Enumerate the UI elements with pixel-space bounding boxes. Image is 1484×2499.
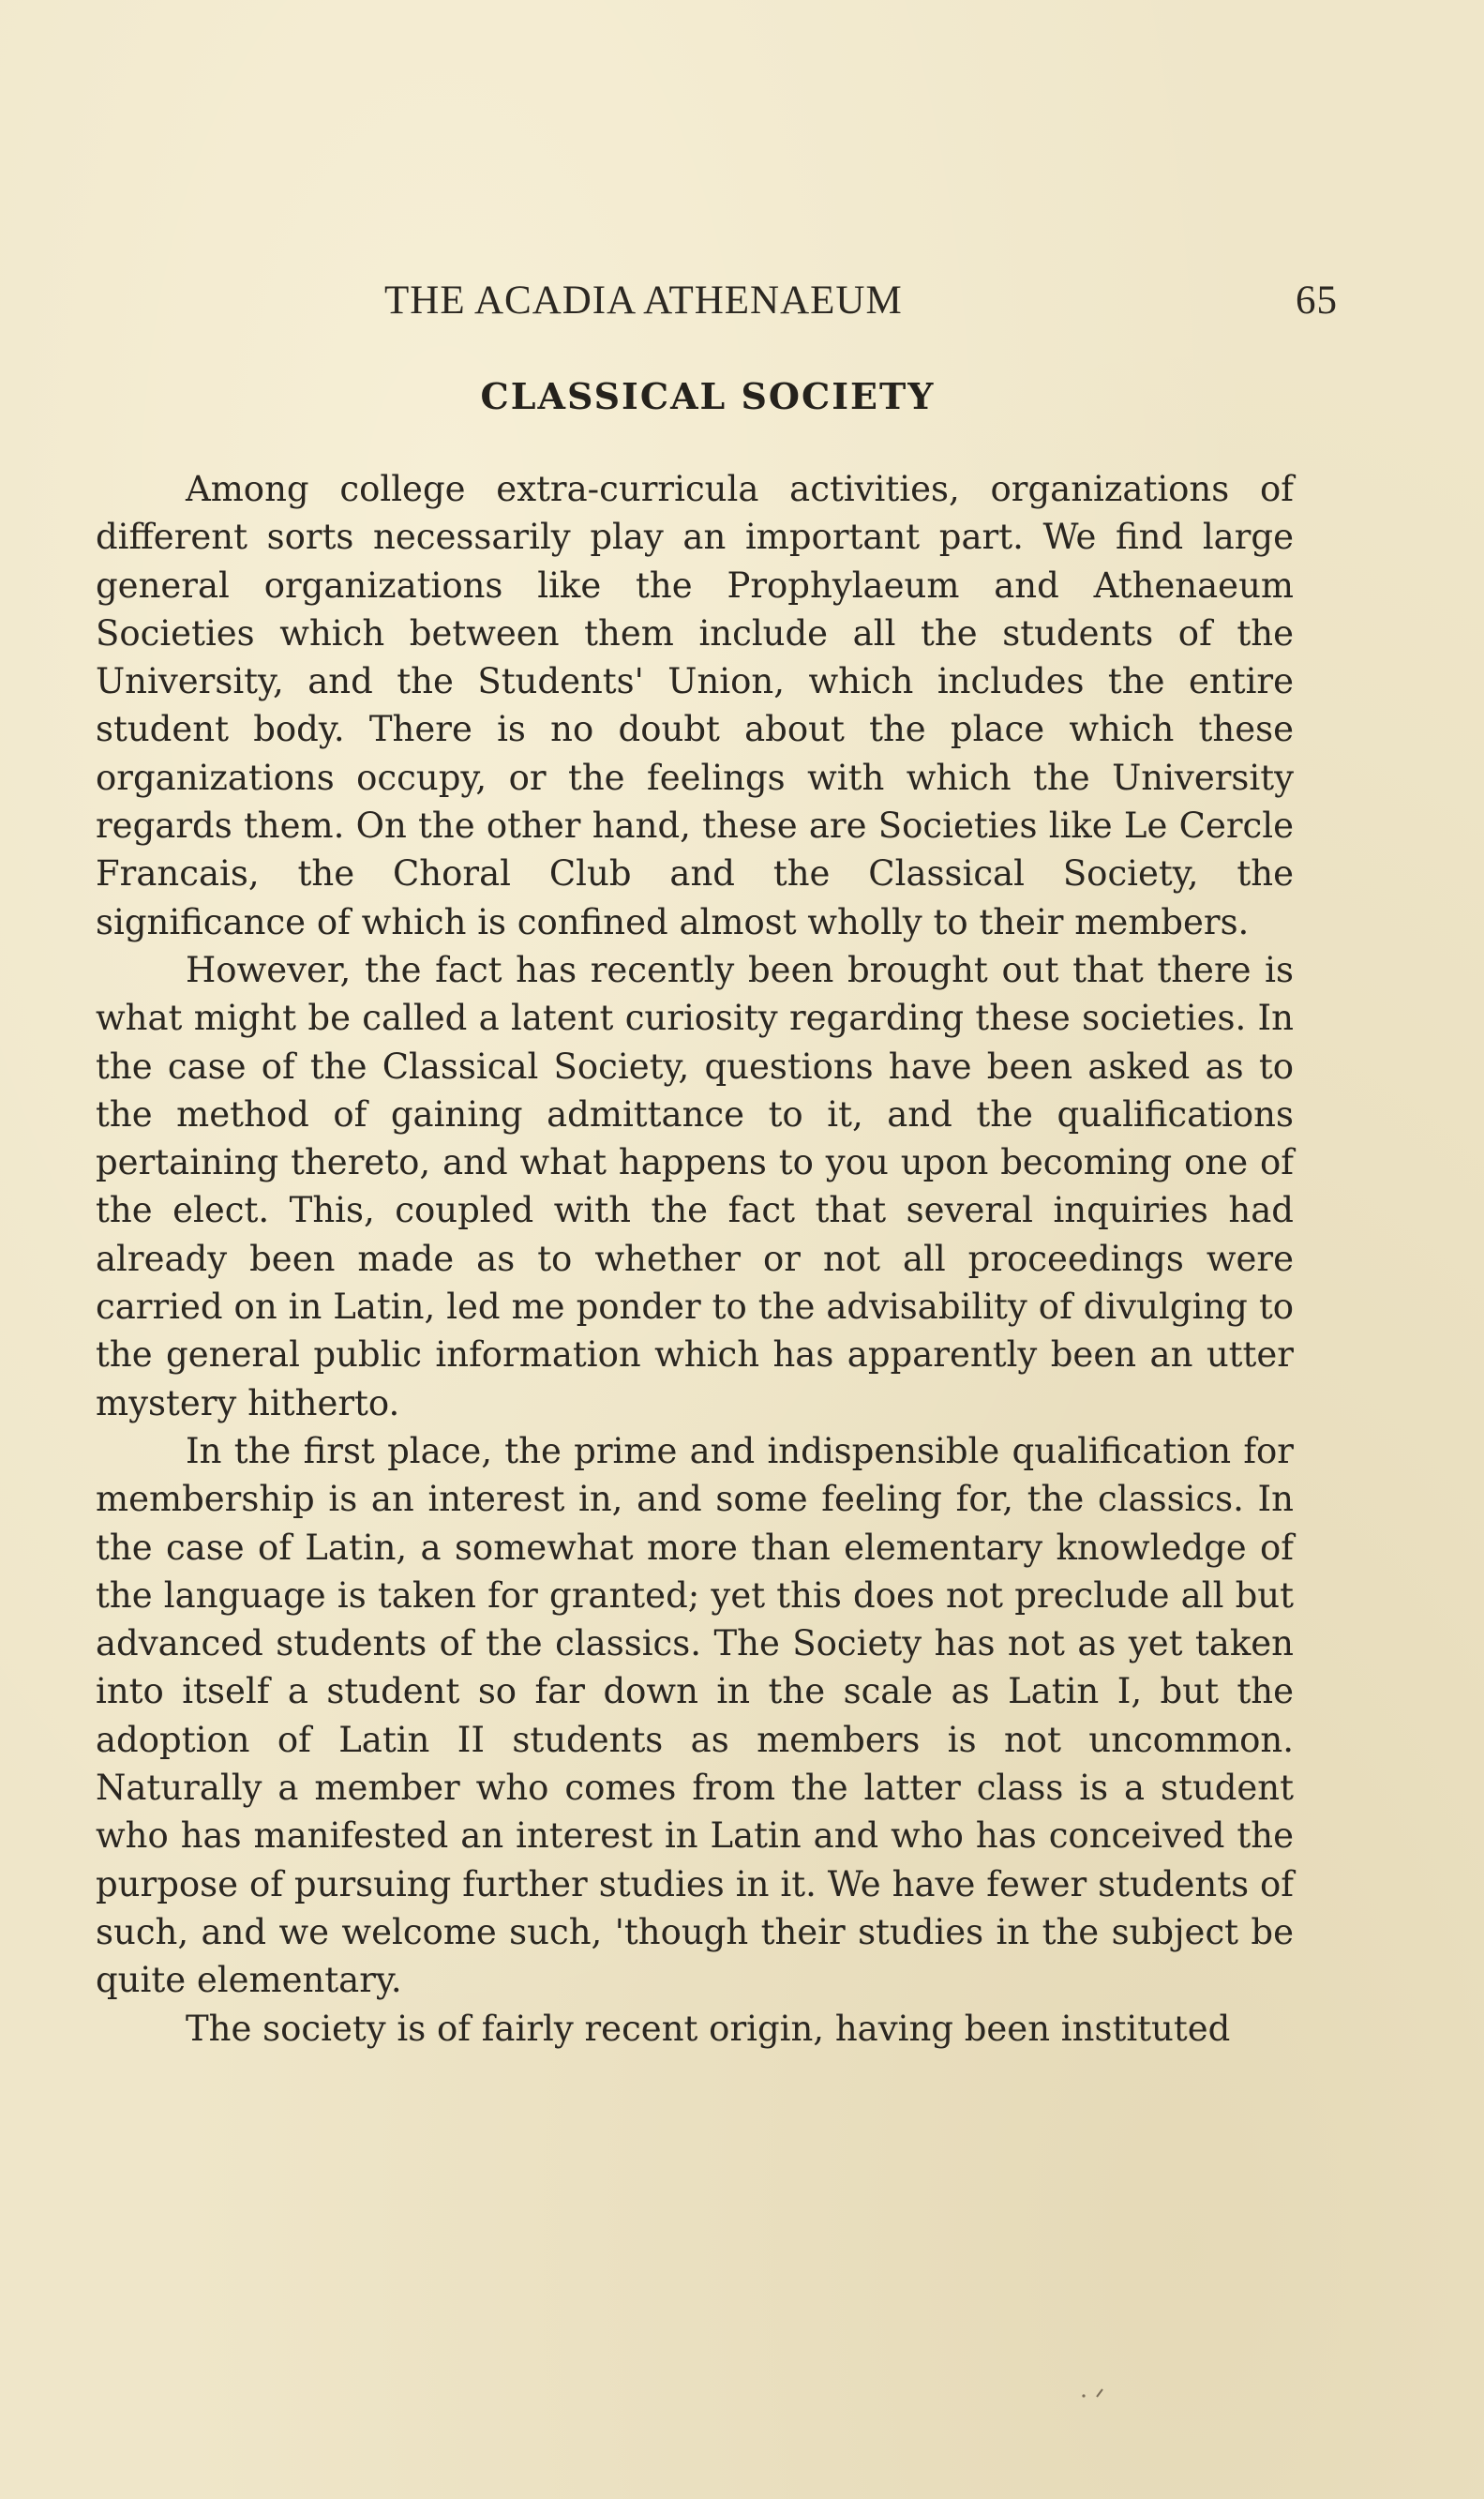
- article-body: [96, 465, 1294, 2053]
- page-number: 65: [1296, 279, 1338, 323]
- running-title: THE ACADIA ATHENAEUM: [384, 279, 903, 323]
- paragraph-4: The society is of fairly recent origin, having been instituted: [186, 2008, 1231, 2049]
- paragraph-2: However, the fact has recently been brought out that there is what might be called a latent curiosity regarding these societies. In the case of the Classical Society, questions have been asked as to the method of gaining admittance to it, and the qualifications pertaining thereto, and what happens to you upon becoming one of the elect. This, coupled with the fact that several inquiries had already been made as to whether or not all proceedings were carried on in Latin, led me ponder to the advisability of divulging to the general public information which has apparently been an utter mystery hitherto.: [96, 949, 1294, 1423]
- paper-speck-mark: [1078, 2382, 1116, 2395]
- running-head: [94, 278, 1338, 330]
- speck-icon: [1078, 2386, 1116, 2400]
- paragraph-1: Among college extra-curricula activities, organizations of different sorts necessarily play an important part. We find large general organizations like the Prophylaeum and Athenaeum Societies which between them include all the students of the University, and the Students' Union, which includes the entire student body. There is no doubt about the place which these organizations occupy, or the feelings with which the University regards them. On the other hand, these are Societies like Le Cercle Francais, the Choral Club and the Classical Society, the significance of which is confined almost wholly to their members.: [96, 469, 1294, 942]
- paragraph-3: In the first place, the prime and indispensible qualification for membership is an interest in, and some feeling for, the classics. In the case of Latin, a somewhat more than elementary knowledge of the language is taken for granted; yet this does not preclude all but advanced students of the classics. The Society has not as yet taken into itself a student so far down in the scale as Latin I, but the adoption of Latin II students as members is not uncommon. Naturally a member who comes from the latter class is a student who has manifested an interest in Latin and who has conceived the purpose of pursuing further studies in it. We have fewer students of such, and we welcome such, 'though their studies in the subject be quite elementary.: [96, 1430, 1294, 2001]
- article-title: CLASSICAL SOCIETY: [480, 375, 936, 417]
